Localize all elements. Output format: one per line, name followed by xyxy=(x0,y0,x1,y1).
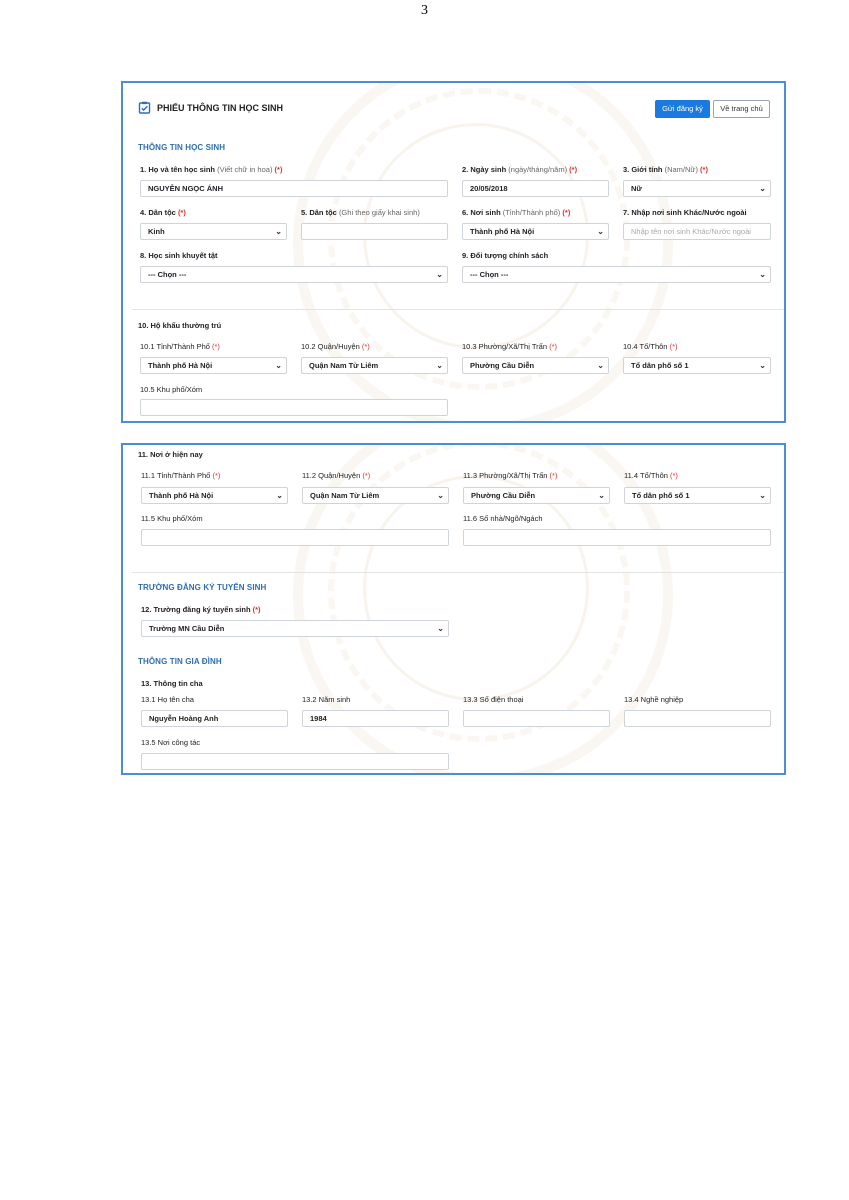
ethnicity-other-input[interactable] xyxy=(301,223,448,240)
cur-quarter-label: 11.5 Khu phố/Xóm xyxy=(141,514,203,523)
divider xyxy=(132,309,784,310)
father-birth-year-label: 13.2 Năm sinh xyxy=(302,695,351,704)
perm-hamlet-label: 10.4 Tổ/Thôn (*) xyxy=(623,342,678,351)
cur-ward-label: 11.3 Phường/Xã/Thị Trấn (*) xyxy=(463,471,558,480)
perm-quarter-input[interactable] xyxy=(140,399,448,416)
chevron-down-icon: ⌄ xyxy=(759,361,766,370)
chevron-down-icon: ⌄ xyxy=(436,361,443,370)
page-number: 3 xyxy=(421,3,428,18)
father-workplace-input[interactable] xyxy=(141,753,449,770)
divider xyxy=(132,572,784,573)
policy-label: 9. Đối tượng chính sách xyxy=(462,251,549,260)
perm-district-select[interactable]: Quận Nam Từ Liêm ⌄ xyxy=(301,357,448,374)
chevron-down-icon: ⌄ xyxy=(275,227,282,236)
father-job-input[interactable] xyxy=(624,710,771,727)
back-home-button[interactable]: Về trang chủ xyxy=(713,100,770,118)
birthplace-label: 6. Nơi sinh (Tỉnh/Thành phố) (*) xyxy=(462,208,571,217)
student-info-heading: THÔNG TIN HỌC SINH xyxy=(138,143,226,152)
perm-province-label: 10.1 Tỉnh/Thành Phố (*) xyxy=(140,342,220,351)
permanent-address-heading: 10. Hộ khẩu thường trú xyxy=(138,321,222,330)
disabled-select[interactable]: --- Chọn --- ⌄ xyxy=(140,266,448,283)
perm-ward-select[interactable]: Phường Cầu Diễn ⌄ xyxy=(462,357,609,374)
form-panel-bottom xyxy=(121,443,786,775)
father-birth-year-input[interactable]: 1984 xyxy=(302,710,449,727)
cur-ward-select[interactable]: Phường Cầu Diễn ⌄ xyxy=(463,487,610,504)
cur-district-label: 11.2 Quận/Huyện (*) xyxy=(302,471,371,480)
father-workplace-label: 13.5 Nơi công tác xyxy=(141,738,201,747)
chevron-down-icon: ⌄ xyxy=(759,184,766,193)
cur-quarter-input[interactable] xyxy=(141,529,449,546)
chevron-down-icon: ⌄ xyxy=(597,227,604,236)
chevron-down-icon: ⌄ xyxy=(437,624,444,633)
chevron-down-icon: ⌄ xyxy=(597,361,604,370)
ethnicity-select[interactable]: Kinh ⌄ xyxy=(140,223,287,240)
cur-hamlet-select[interactable]: Tổ dân phố số 1 ⌄ xyxy=(624,487,771,504)
birthplace-other-label: 7. Nhập nơi sinh Khác/Nước ngoài xyxy=(623,208,747,217)
family-heading: THÔNG TIN GIA ĐÌNH xyxy=(138,657,222,666)
father-phone-label: 13.3 Số điện thoại xyxy=(463,695,524,704)
chevron-down-icon: ⌄ xyxy=(275,361,282,370)
chevron-down-icon: ⌄ xyxy=(759,270,766,279)
birthplace-other-input[interactable]: Nhập tên nơi sinh Khác/Nước ngoài xyxy=(623,223,771,240)
clipboard-check-icon xyxy=(138,101,151,114)
gender-label: 3. Giới tính (Nam/Nữ) (*) xyxy=(623,165,708,174)
student-name-input[interactable]: NGUYỄN NGỌC ÁNH xyxy=(140,180,448,197)
ethnicity-other-label: 5. Dân tộc (Ghi theo giấy khai sinh) xyxy=(301,208,420,217)
chevron-down-icon: ⌄ xyxy=(436,270,443,279)
chevron-down-icon: ⌄ xyxy=(276,491,283,500)
cur-province-select[interactable]: Thành phố Hà Nội ⌄ xyxy=(141,487,288,504)
form-title: PHIẾU THÔNG TIN HỌC SINH xyxy=(157,103,284,113)
birthplace-select[interactable]: Thành phố Hà Nội ⌄ xyxy=(462,223,609,240)
chevron-down-icon: ⌄ xyxy=(759,491,766,500)
school-select[interactable]: Trường MN Cầu Diễn ⌄ xyxy=(141,620,449,637)
school-heading: TRƯỜNG ĐĂNG KÝ TUYỂN SINH xyxy=(138,583,267,592)
cur-house-input[interactable] xyxy=(463,529,771,546)
father-heading: 13. Thông tin cha xyxy=(141,679,203,688)
policy-select[interactable]: --- Chọn --- ⌄ xyxy=(462,266,771,283)
cur-district-select[interactable]: Quận Nam Từ Liêm ⌄ xyxy=(302,487,449,504)
father-name-input[interactable]: Nguyễn Hoàng Anh xyxy=(141,710,288,727)
father-phone-input[interactable] xyxy=(463,710,610,727)
dob-input[interactable]: 20/05/2018 xyxy=(462,180,609,197)
dob-label: 2. Ngày sinh (ngày/tháng/năm) (*) xyxy=(462,165,578,174)
father-job-label: 13.4 Nghề nghiệp xyxy=(624,695,684,704)
watermark-ring xyxy=(363,475,589,701)
perm-hamlet-select[interactable]: Tổ dân phố số 1 ⌄ xyxy=(623,357,771,374)
perm-district-label: 10.2 Quận/Huyện (*) xyxy=(301,342,370,351)
father-name-label: 13.1 Họ tên cha xyxy=(141,695,194,704)
cur-province-label: 11.1 Tỉnh/Thành Phố (*) xyxy=(141,471,221,480)
cur-hamlet-label: 11.4 Tổ/Thôn (*) xyxy=(624,471,678,480)
submit-registration-button[interactable]: Gửi đăng ký xyxy=(655,100,710,118)
perm-ward-label: 10.3 Phường/Xã/Thị Trấn (*) xyxy=(462,342,558,351)
student-name-label: 1. Họ và tên học sinh (Viết chữ in hoa) (*) xyxy=(140,165,283,174)
cur-house-label: 11.6 Số nhà/Ngõ/Ngách xyxy=(463,514,543,523)
form-panel-top xyxy=(121,81,786,423)
perm-quarter-label: 10.5 Khu phố/Xóm xyxy=(140,385,203,394)
current-address-heading: 11. Nơi ở hiện nay xyxy=(138,450,203,459)
gender-select[interactable]: Nữ ⌄ xyxy=(623,180,771,197)
disabled-label: 8. Học sinh khuyết tật xyxy=(140,251,218,260)
chevron-down-icon: ⌄ xyxy=(437,491,444,500)
perm-province-select[interactable]: Thành phố Hà Nội ⌄ xyxy=(140,357,287,374)
chevron-down-icon: ⌄ xyxy=(598,491,605,500)
ethnicity-label: 4. Dân tộc (*) xyxy=(140,208,186,217)
school-label: 12. Trường đăng ký tuyển sinh (*) xyxy=(141,605,261,614)
